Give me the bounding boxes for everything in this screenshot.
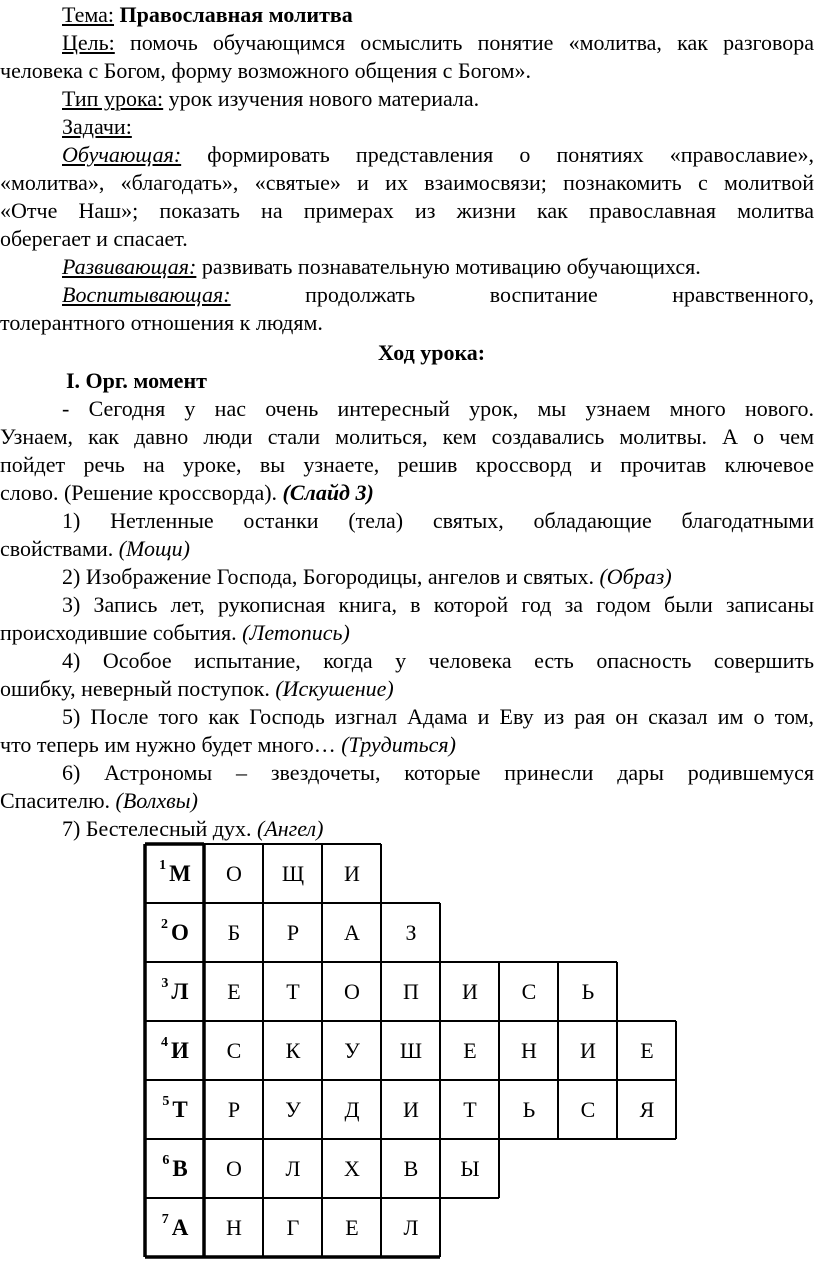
- question-6-text: Спасителю.: [0, 788, 111, 813]
- question-4-text: ошибку, неверный поступок.: [0, 676, 270, 701]
- question-1-line-1: 1) Нетленные останки (тела) святых, обладающие благодатными: [62, 508, 814, 533]
- question-7-text: 7) Бестелесный дух.: [62, 816, 252, 841]
- crossword-key-letter: А: [171, 1215, 189, 1240]
- crossword-cell: У: [344, 1038, 360, 1063]
- crossword-row-number: 2: [161, 917, 169, 932]
- crossword-row-number: 6: [162, 1153, 170, 1168]
- crossword-row-number: 1: [159, 858, 167, 873]
- crossword-key-cell: [146, 845, 204, 903]
- section-org-moment: I. Орг. момент: [66, 368, 207, 393]
- crossword-cell: Л: [403, 1215, 419, 1240]
- crossword-cell: Н: [226, 1215, 242, 1240]
- crossword-cell: У: [285, 1097, 301, 1122]
- crossword-cell: Д: [344, 1097, 360, 1122]
- crossword-cell: Ь: [522, 1097, 536, 1122]
- crossword-cell: Ь: [581, 979, 595, 1004]
- question-2-answer: (Образ): [599, 564, 672, 589]
- crossword-cell: П: [403, 979, 419, 1004]
- question-6-line-1: 6) Астрономы – звездочеты, которые принесли дары родившемуся: [62, 760, 814, 785]
- crossword-cell: Т: [286, 979, 300, 1004]
- crossword-key-letter: М: [169, 861, 191, 886]
- crossword-cell: С: [226, 1038, 242, 1063]
- crossword-cell: И: [344, 861, 360, 886]
- tasks-label: Задачи:: [62, 114, 132, 139]
- crossword-key-letter: Л: [171, 979, 189, 1004]
- crossword-key-cell: [146, 1022, 204, 1080]
- crossword-row-number: 3: [161, 976, 169, 991]
- upbringing-label: Воспитывающая:: [62, 282, 231, 307]
- crossword-cell: Х: [344, 1156, 360, 1181]
- topic-value: Православная молитва: [119, 2, 353, 27]
- crossword-cell: И: [403, 1097, 419, 1122]
- crossword-key-letter: О: [171, 920, 189, 945]
- teaching-line-4: оберегает и спасает.: [0, 226, 188, 251]
- crossword-cell: Г: [286, 1215, 300, 1240]
- question-1-text: свойствами.: [0, 536, 114, 561]
- teaching-line-3: «Отче Наш»; показать на примерах из жизни как православная молитва: [0, 198, 814, 223]
- teaching-line-2: «молитва», «благодать», «святые» и их взаимосвязи; познакомить с молитвой: [0, 170, 814, 195]
- question-5-line-1: 5) После того как Господь изгнал Адама и Еву из рая он сказал им о том,: [62, 704, 814, 729]
- crossword-key-cell: [146, 1081, 204, 1139]
- crossword-key-cell: [146, 1140, 204, 1198]
- question-5-text: что теперь им нужно будет много…: [0, 732, 336, 757]
- lesson-heading: Ход урока:: [378, 340, 486, 365]
- crossword-row-number: 7: [161, 1212, 169, 1227]
- crossword-cell: Щ: [281, 861, 305, 886]
- crossword-cell: Т: [463, 1097, 477, 1122]
- crossword-cell: Р: [286, 920, 300, 945]
- intro-line-2: Узнаем, как давно люди стали молиться, кем создавались молитвы. А о чем: [0, 424, 814, 449]
- topic-label: Тема:: [62, 2, 115, 27]
- question-3-text: происходившие события.: [0, 620, 237, 645]
- crossword-key-cell: [146, 1199, 204, 1257]
- crossword-cell: О: [226, 1156, 242, 1181]
- crossword-cell: О: [226, 861, 242, 886]
- crossword-cell: И: [462, 979, 478, 1004]
- goal-text-1: помочь обучающимся осмыслить понятие «молитва, как разговора: [129, 30, 814, 55]
- crossword-row-number: 4: [161, 1035, 169, 1050]
- crossword-cell: Е: [463, 1038, 477, 1063]
- developing-label: Развивающая:: [62, 254, 197, 279]
- upbringing-text-1: продолжать воспитание нравственного,: [305, 282, 814, 307]
- question-2-text: 2) Изображение Господа, Богородицы, ангелов и святых.: [62, 564, 594, 589]
- crossword-cell: Л: [285, 1156, 301, 1181]
- lesson-type-label: Тип урока:: [62, 86, 164, 111]
- crossword-cell: А: [344, 920, 360, 945]
- teaching-label: Обучающая:: [62, 142, 182, 167]
- question-4-answer: (Искушение): [275, 676, 394, 701]
- crossword-cell: Р: [227, 1097, 241, 1122]
- question-1-answer: (Мощи): [118, 536, 190, 561]
- question-4-line-1: 4) Особое испытание, когда у человека есть опасность совершить: [62, 648, 814, 673]
- crossword-cell: Я: [639, 1097, 655, 1122]
- goal-line-2: человека с Богом, форму возможного общения с Богом».: [0, 58, 532, 83]
- question-5-answer: (Трудиться): [341, 732, 456, 757]
- crossword-cell: С: [580, 1097, 596, 1122]
- question-3-answer: (Летопись): [242, 620, 350, 645]
- developing-text: развивать познавательную мотивацию обучающихся.: [201, 254, 701, 279]
- intro-text-4: слово. (Решение кроссворда).: [0, 480, 283, 505]
- crossword-cell: К: [285, 1038, 301, 1063]
- crossword-cell: Ш: [399, 1038, 423, 1063]
- question-7-answer: (Ангел): [257, 816, 324, 841]
- crossword-key-letter: В: [172, 1156, 188, 1181]
- upbringing-line-2: толерантного отношения к людям.: [0, 310, 323, 335]
- crossword-key-letter: И: [171, 1038, 189, 1063]
- goal-label: Цель:: [62, 30, 115, 55]
- crossword-row-number: 5: [162, 1094, 170, 1109]
- crossword-cell: Н: [521, 1038, 537, 1063]
- intro-line-3: пойдет речь на уроке, вы узнаете, решив кроссворд и прочитав ключевое: [0, 452, 814, 477]
- crossword-cell: З: [405, 920, 417, 945]
- crossword-cell: Е: [640, 1038, 654, 1063]
- crossword-cell: Е: [345, 1215, 359, 1240]
- slide-reference: (Слайд 3): [282, 480, 374, 505]
- crossword-key-letter: Т: [172, 1097, 188, 1122]
- crossword-cell: О: [344, 979, 360, 1004]
- crossword-cell: И: [580, 1038, 596, 1063]
- crossword-key-cell: [146, 963, 204, 1021]
- crossword-cell: В: [403, 1156, 419, 1181]
- crossword-cell: Ы: [460, 1156, 480, 1181]
- crossword-cell: Б: [227, 920, 241, 945]
- crossword-cell: С: [521, 979, 537, 1004]
- intro-line-1: - Сегодня у нас очень интересный урок, мы узнаем много нового.: [62, 396, 814, 421]
- question-6-answer: (Волхвы): [115, 788, 198, 813]
- crossword-key-cell: [146, 904, 204, 962]
- crossword-cell: Е: [227, 979, 241, 1004]
- lesson-type-value: урок изучения нового материала.: [168, 86, 480, 111]
- teaching-text-1: формировать представления о понятиях «православие»,: [207, 142, 814, 167]
- question-3-line-1: 3) Запись лет, рукописная книга, в которой год за годом были записаны: [62, 592, 814, 617]
